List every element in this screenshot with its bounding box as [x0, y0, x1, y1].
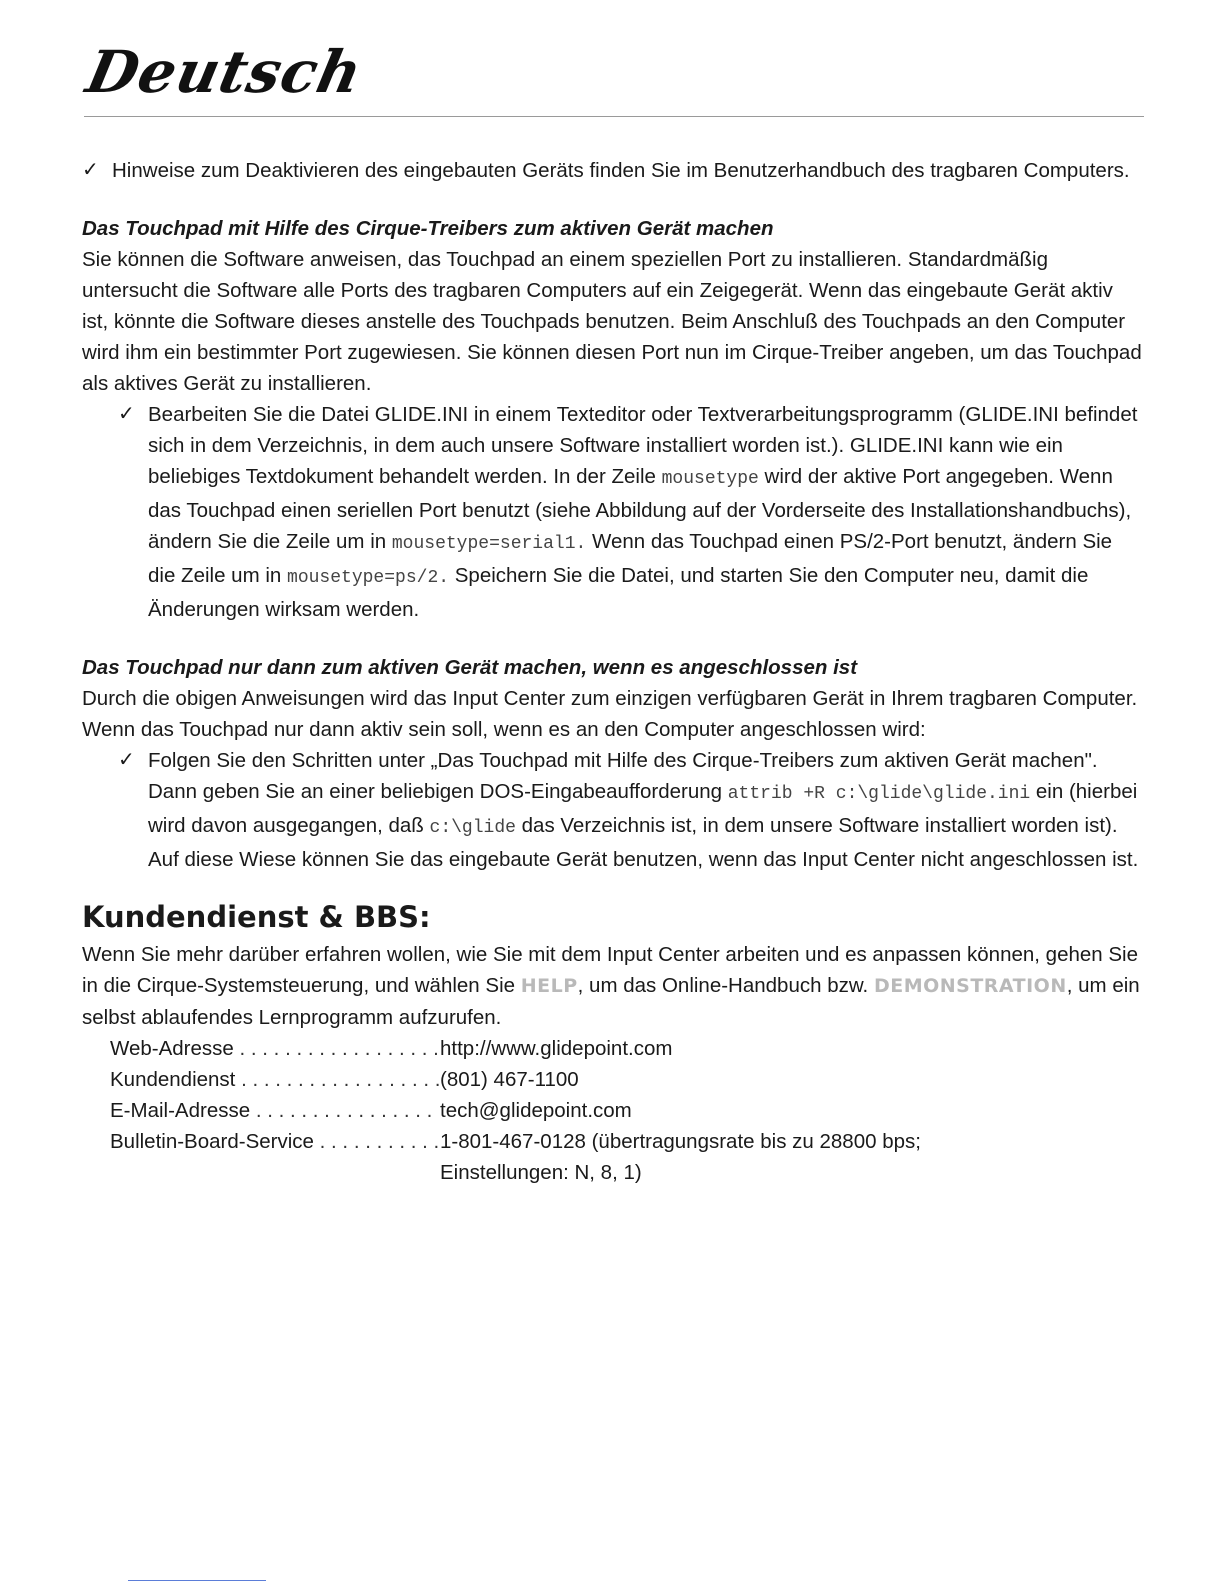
contact-table: [110, 1033, 1142, 1188]
contact-key: E-Mail-Adresse . . .: [110, 1095, 440, 1126]
section2-check-item: [118, 745, 1142, 875]
section1-check-text-2: wird der aktive Port angegeben. Wenn das Touchpad einen seriellen Port benutzt (siehe Abbildung auf der Vorderseite des Installationshandbuchs), ändern Sie die Zeile um in: [148, 465, 1132, 553]
page-header: [80, 28, 1144, 128]
section2-check-text-2: ein (hierbei wird davon ausgegangen, daß: [148, 780, 1138, 837]
contact-row-continued: [110, 1157, 1142, 1188]
section1-title: Das Touchpad mit Hilfe des Cirque-Treibers zum aktiven Gerät machen: [82, 217, 774, 240]
section1-check-item: [118, 399, 1142, 625]
bbs-value: 1-801-467-0128 (übertragungsrate bis zu 28800 bps;: [440, 1130, 921, 1153]
section1-check-text-1: Bearbeiten Sie die Datei GLIDE.INI in einem Texteditor oder Textverarbeitungsprogramm (GLIDE.INI befindet sich in dem Verzeichnis, in dem auch unsere Software installiert worden ist.). GLIDE.INI kann wie ein beliebiges Textdokument behandelt werden. In der Zeile: [148, 403, 1138, 488]
header-rule: [84, 116, 1144, 117]
footer-link-line: [128, 1580, 266, 1581]
section2-check-text-1: Folgen Sie den Schritten unter „Das Touchpad mit Hilfe des Cirque-Treibers zum aktiven Gerät machen". Dann geben Sie an einer beliebigen DOS-Eingabeaufforderung: [148, 749, 1098, 803]
check-icon: ✓: [118, 403, 135, 425]
intro-check-text: Hinweise zum Deaktivieren des eingebauten Geräts finden Sie im Benutzerhandbuch des tragbaren Computers.: [112, 159, 1130, 182]
section2-body: Durch die obigen Anweisungen wird das Input Center zum einzigen verfügbaren Gerät in Ihrem tragbaren Computer. Wenn das Touchpad nur dann aktiv sein soll, wenn es an den Computer angeschlossen wird:: [82, 687, 1138, 741]
web-address-value: http://www.glidepoint.com: [440, 1037, 673, 1060]
support-text-3: , um ein selbst ablaufendes Lernprogramm aufzurufen.: [82, 974, 1140, 1029]
section2-check-text-3: das Verzeichnis ist, in dem unsere Software installiert worden ist). Auf diese Wiese können Sie das eingebaute Gerät benutzen, wenn das Input Center nicht angeschlossen ist.: [148, 814, 1139, 871]
intro-check-item: [82, 155, 1142, 186]
page-title: Deutsch: [80, 38, 369, 106]
code-attrib: attrib +R c:\glide\glide.ini: [727, 784, 1031, 804]
contact-row: [110, 1064, 1142, 1095]
contact-row: [110, 1126, 1142, 1157]
check-icon: ✓: [118, 749, 135, 771]
bbs-settings-value: Einstellungen: N, 8, 1): [440, 1161, 642, 1184]
section1-body: Sie können die Software anweisen, das Touchpad an einem speziellen Port zu installieren. Standardmäßig untersucht die Software alle Ports des tragbaren Computers auf ein Zeigegerät. Wenn das eingebaute Gerät aktiv ist, könnte die Software dieses anstelle des Touchpads benutzen. Beim Anschluß des Touchpads an den Computer wird ihm ein bestimmter Port zugewiesen. Sie können diesen Port nun im Cirque-Treiber angeben, um das Touchpad als aktives Gerät zu installieren.: [82, 248, 1142, 395]
section1-check-text-4: Speichern Sie die Datei, und starten Sie den Computer neu, damit die Änderungen wirksam werden.: [148, 564, 1089, 621]
phone-value: (801) 467-1100: [440, 1068, 579, 1091]
support-heading: Kundendienst & BBS:: [82, 900, 431, 934]
support-body: [82, 939, 1142, 1033]
code-glide-dir: c:\glide: [429, 818, 516, 838]
code-mousetype-ps2: mousetype=ps/2.: [287, 568, 450, 588]
contact-key: Kundendienst . . .: [110, 1064, 440, 1095]
contact-key: Web-Adresse . . .: [110, 1033, 440, 1064]
check-icon: ✓: [82, 159, 99, 181]
demonstration-label: DEMONSTRATION: [873, 975, 1067, 997]
code-mousetype-serial: mousetype=serial1.: [391, 534, 587, 554]
section2-title: Das Touchpad nur dann zum aktiven Gerät machen, wenn es angeschlossen ist: [82, 656, 858, 679]
code-mousetype: mousetype: [661, 469, 759, 489]
contact-key: Bulletin-Board-Service . . .: [110, 1126, 440, 1157]
page-content: [82, 155, 1142, 1188]
help-label: HELP: [520, 975, 578, 997]
email-value: tech@glidepoint.com: [440, 1099, 632, 1122]
support-text-2: , um das Online-Handbuch bzw.: [577, 974, 869, 997]
support-text-1: Wenn Sie mehr darüber erfahren wollen, wie Sie mit dem Input Center arbeiten und es anpassen können, gehen Sie in die Cirque-Systemsteuerung, und wählen Sie: [82, 943, 1139, 997]
contact-row: [110, 1095, 1142, 1126]
section1-check-text-3: Wenn das Touchpad einen PS/2-Port benutzt, ändern Sie die Zeile um in: [148, 530, 1113, 587]
contact-row: [110, 1033, 1142, 1064]
